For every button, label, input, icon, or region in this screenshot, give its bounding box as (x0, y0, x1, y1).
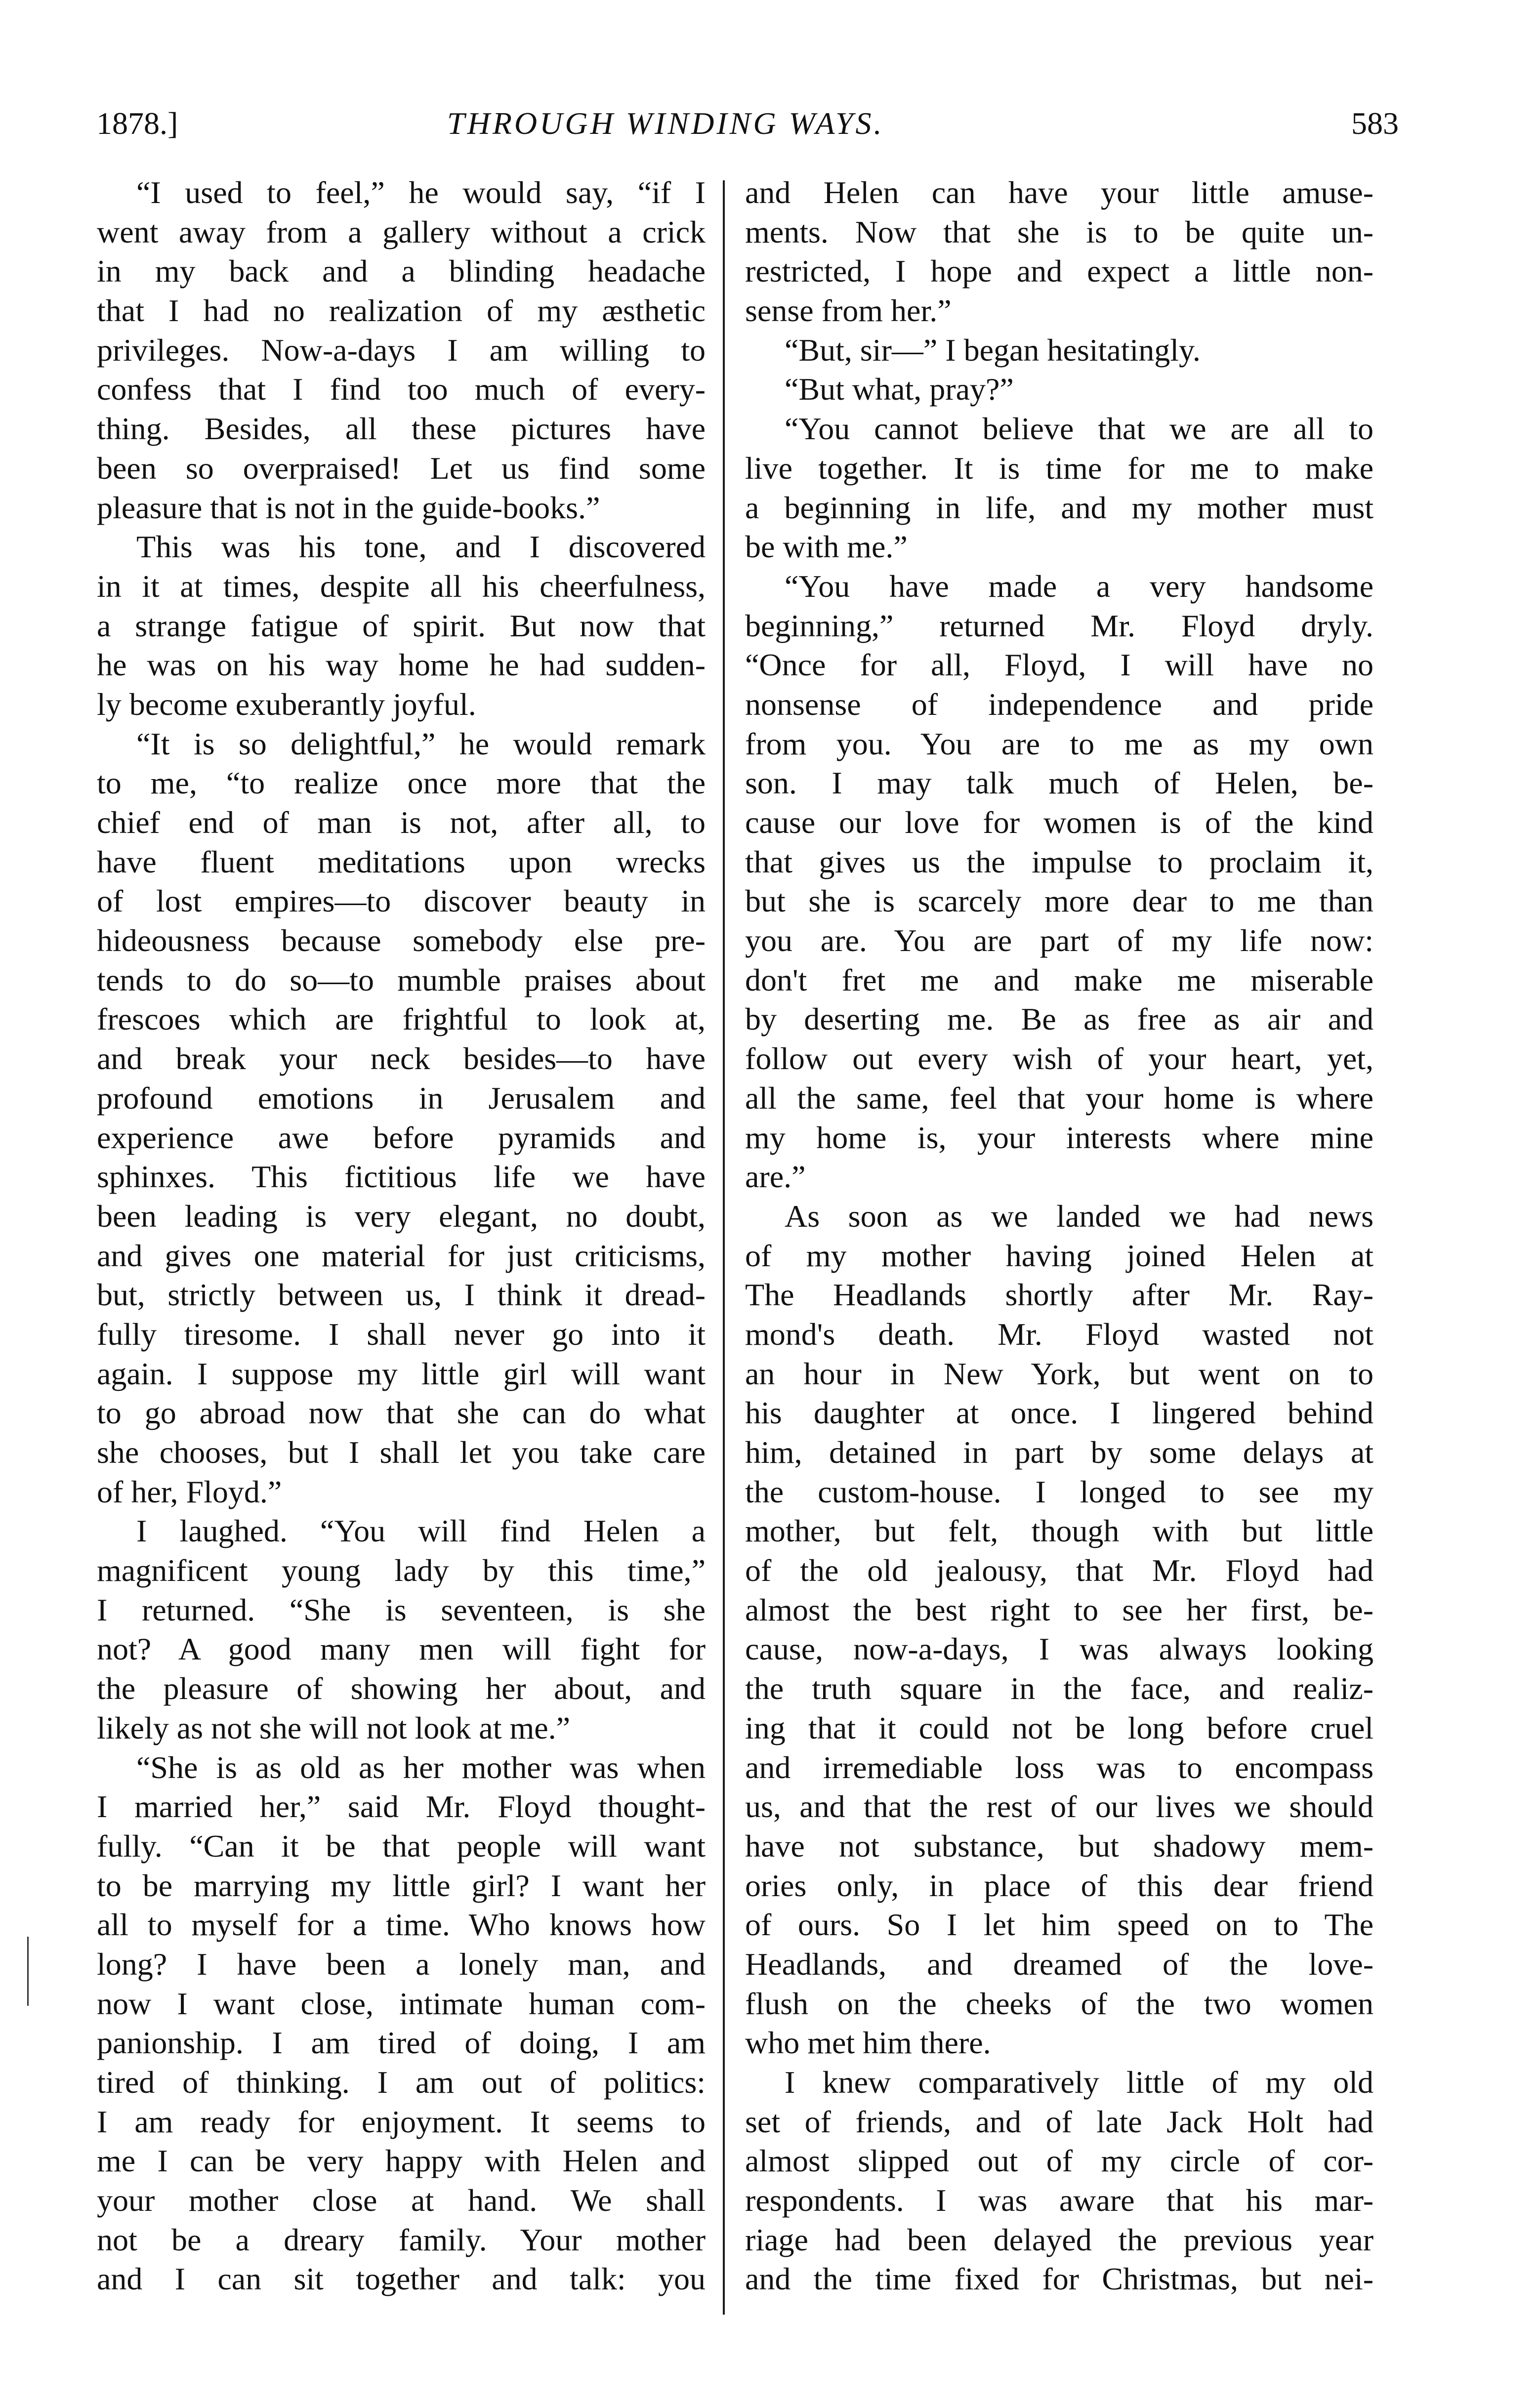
text-line: to me, “to realize once more that the (97, 765, 706, 801)
text-line: follow out every wish of your heart, yet, (745, 1041, 1374, 1077)
text-line: tends to do so—to mumble praises about (97, 962, 706, 997)
text-line: don't fret me and make me miserable (745, 962, 1374, 997)
text-line: that gives us the impulse to proclaim it, (745, 844, 1374, 879)
text-line: chief end of man is not, after all, to (97, 805, 706, 840)
text-line: restricted, I hope and expect a little non- (745, 253, 1374, 289)
running-head-title: THROUGH WINDING WAYS. (447, 106, 884, 141)
text-line: ly become exuberantly joyful. (97, 686, 476, 722)
text-line: been leading is very elegant, no doubt, (97, 1198, 706, 1234)
text-line: cause our love for women is of the kind (745, 805, 1374, 840)
text-line: panionship. I am tired of doing, I am (97, 2025, 706, 2061)
text-line: profound emotions in Jerusalem and (97, 1080, 706, 1116)
text-line: “I used to feel,” he would say, “if I (136, 175, 706, 210)
text-line: beginning,” returned Mr. Floyd dryly. (745, 608, 1374, 643)
text-line: “Once for all, Floyd, I will have no (745, 647, 1374, 683)
text-line: my home is, your interests where mine (745, 1120, 1374, 1155)
text-line: us, and that the rest of our lives we should (745, 1789, 1374, 1825)
text-line: the truth square in the face, and realiz- (745, 1671, 1374, 1706)
text-line: Headlands, and dreamed of the love- (745, 1946, 1374, 1982)
left-text-column (97, 173, 706, 2299)
text-line: experience awe before pyramids and (97, 1120, 706, 1155)
text-line: tired of thinking. I am out of politics: (97, 2065, 706, 2100)
text-line: the pleasure of showing her about, and (97, 1671, 706, 1706)
text-line: flush on the cheeks of the two women (745, 1986, 1374, 2021)
text-line: and Helen can have your little amuse- (745, 175, 1374, 210)
text-line: your mother close at hand. We shall (97, 2183, 706, 2218)
text-line: but, strictly between us, I think it dread- (97, 1277, 706, 1313)
text-line: and the time fixed for Christmas, but nei- (745, 2261, 1374, 2297)
text-line: of her, Floyd.” (97, 1474, 282, 1509)
text-line: pleasure that is not in the guide-books.” (97, 490, 600, 525)
text-line: ments. Now that she is to be quite un- (745, 214, 1374, 249)
text-line: “She is as old as her mother was when (136, 1749, 706, 1785)
text-line: As soon as we landed we had news (785, 1198, 1374, 1234)
text-line: have fluent meditations upon wrecks (97, 844, 706, 879)
text-line: of lost empires—to discover beauty in (97, 883, 706, 919)
text-line: thing. Besides, all these pictures have (97, 411, 706, 447)
text-line: to go abroad now that she can do what (97, 1395, 706, 1431)
text-line: his daughter at once. I lingered behind (745, 1395, 1374, 1431)
text-line: of the old jealousy, that Mr. Floyd had (745, 1553, 1374, 1588)
text-line: “It is so delightful,” he would remark (136, 726, 706, 761)
text-line: be with me.” (745, 529, 908, 565)
text-line: and I can sit together and talk: you (97, 2261, 706, 2297)
text-line: she chooses, but I shall let you take care (97, 1435, 706, 1470)
text-line: I am ready for enjoyment. It seems to (97, 2104, 706, 2139)
text-line: I laughed. “You will find Helen a (136, 1513, 706, 1549)
text-line: a strange fatigue of spirit. But now that (97, 608, 706, 643)
text-line: ing that it could not be long before cruel (745, 1710, 1374, 1745)
text-line: but she is scarcely more dear to me than (745, 883, 1374, 919)
text-line: frescoes which are frightful to look at, (97, 1001, 706, 1037)
running-head-year: 1878.] (96, 106, 178, 141)
text-line: of ours. So I let him speed on to The (745, 1907, 1374, 1943)
text-line: now I want close, intimate human com- (97, 1986, 706, 2021)
text-line: sense from her.” (745, 293, 952, 329)
text-line: went away from a gallery without a crick (97, 214, 706, 249)
text-line: hideousness because somebody else pre- (97, 923, 706, 958)
text-line: “But what, pray?” (785, 372, 1014, 407)
text-line: ories only, in place of this dear friend (745, 1868, 1374, 1903)
text-line: you are. You are part of my life now: (745, 923, 1374, 958)
text-line: who met him there. (745, 2025, 991, 2061)
text-line: and irremediable loss was to encompass (745, 1749, 1374, 1785)
text-line: again. I suppose my little girl will want (97, 1356, 706, 1391)
page-number: 583 (1351, 106, 1399, 141)
text-line: “You have made a very handsome (785, 568, 1374, 604)
text-line: The Headlands shortly after Mr. Ray- (745, 1277, 1374, 1313)
text-line: not be a dreary family. Your mother (97, 2222, 706, 2257)
text-line: This was his tone, and I discovered (136, 529, 706, 565)
text-line: not? A good many men will fight for (97, 1631, 706, 1667)
text-line: fully. “Can it be that people will want (97, 1828, 706, 1864)
text-line: the custom-house. I longed to see my (745, 1474, 1374, 1509)
column-divider (723, 180, 725, 2315)
text-line: and gives one material for just criticisms, (97, 1238, 706, 1273)
text-line: sphinxes. This fictitious life we have (97, 1159, 706, 1195)
text-line: in my back and a blinding headache (97, 253, 706, 289)
text-line: likely as not she will not look at me.” (97, 1710, 571, 1745)
text-line: fully tiresome. I shall never go into it (97, 1316, 706, 1352)
text-line: been so overpraised! Let us find some (97, 450, 706, 486)
text-line: and break your neck besides—to have (97, 1041, 706, 1077)
text-line: I returned. “She is seventeen, is she (97, 1592, 706, 1627)
text-line: by deserting me. Be as free as air and (745, 1001, 1374, 1037)
text-line: nonsense of independence and pride (745, 686, 1374, 722)
text-line: a beginning in life, and my mother must (745, 490, 1374, 525)
text-line: in it at times, despite all his cheerfulness, (97, 568, 706, 604)
text-line: to be marrying my little girl? I want her (97, 1868, 706, 1903)
right-text-column (745, 173, 1374, 2299)
text-line: magnificent young lady by this time,” (97, 1553, 706, 1588)
text-line: set of friends, and of late Jack Holt had (745, 2104, 1374, 2139)
text-line: have not substance, but shadowy mem- (745, 1828, 1374, 1864)
text-line: me I can be very happy with Helen and (97, 2143, 706, 2179)
text-line: “But, sir—” I began hesitatingly. (785, 332, 1201, 368)
text-line: long? I have been a lonely man, and (97, 1946, 706, 1982)
text-line: live together. It is time for me to make (745, 450, 1374, 486)
text-line: an hour in New York, but went on to (745, 1356, 1374, 1391)
text-line: all the same, feel that your home is where (745, 1080, 1374, 1116)
margin-mark (27, 1937, 29, 2006)
text-line: I married her,” said Mr. Floyd thought- (97, 1789, 706, 1825)
text-line: that I had no realization of my æsthetic (97, 293, 706, 329)
text-line: him, detained in part by some delays at (745, 1435, 1374, 1470)
text-line: of my mother having joined Helen at (745, 1238, 1374, 1273)
text-line: “You cannot believe that we are all to (785, 411, 1374, 447)
text-line: son. I may talk much of Helen, be- (745, 765, 1374, 801)
text-line: mond's death. Mr. Floyd wasted not (745, 1316, 1374, 1352)
text-line: cause, now-a-days, I was always looking (745, 1631, 1374, 1667)
text-line: confess that I find too much of every- (97, 372, 706, 407)
text-line: I knew comparatively little of my old (785, 2065, 1374, 2100)
text-line: respondents. I was aware that his mar- (745, 2183, 1374, 2218)
text-line: almost slipped out of my circle of cor- (745, 2143, 1374, 2179)
text-line: mother, but felt, though with but little (745, 1513, 1374, 1549)
text-line: he was on his way home he had sudden- (97, 647, 706, 683)
text-line: all to myself for a time. Who knows how (97, 1907, 706, 1943)
text-line: from you. You are to me as my own (745, 726, 1374, 761)
text-line: almost the best right to see her first, be- (745, 1592, 1374, 1627)
text-line: riage had been delayed the previous year (745, 2222, 1374, 2257)
text-line: are.” (745, 1159, 806, 1195)
text-line: privileges. Now-a-days I am willing to (97, 332, 706, 368)
